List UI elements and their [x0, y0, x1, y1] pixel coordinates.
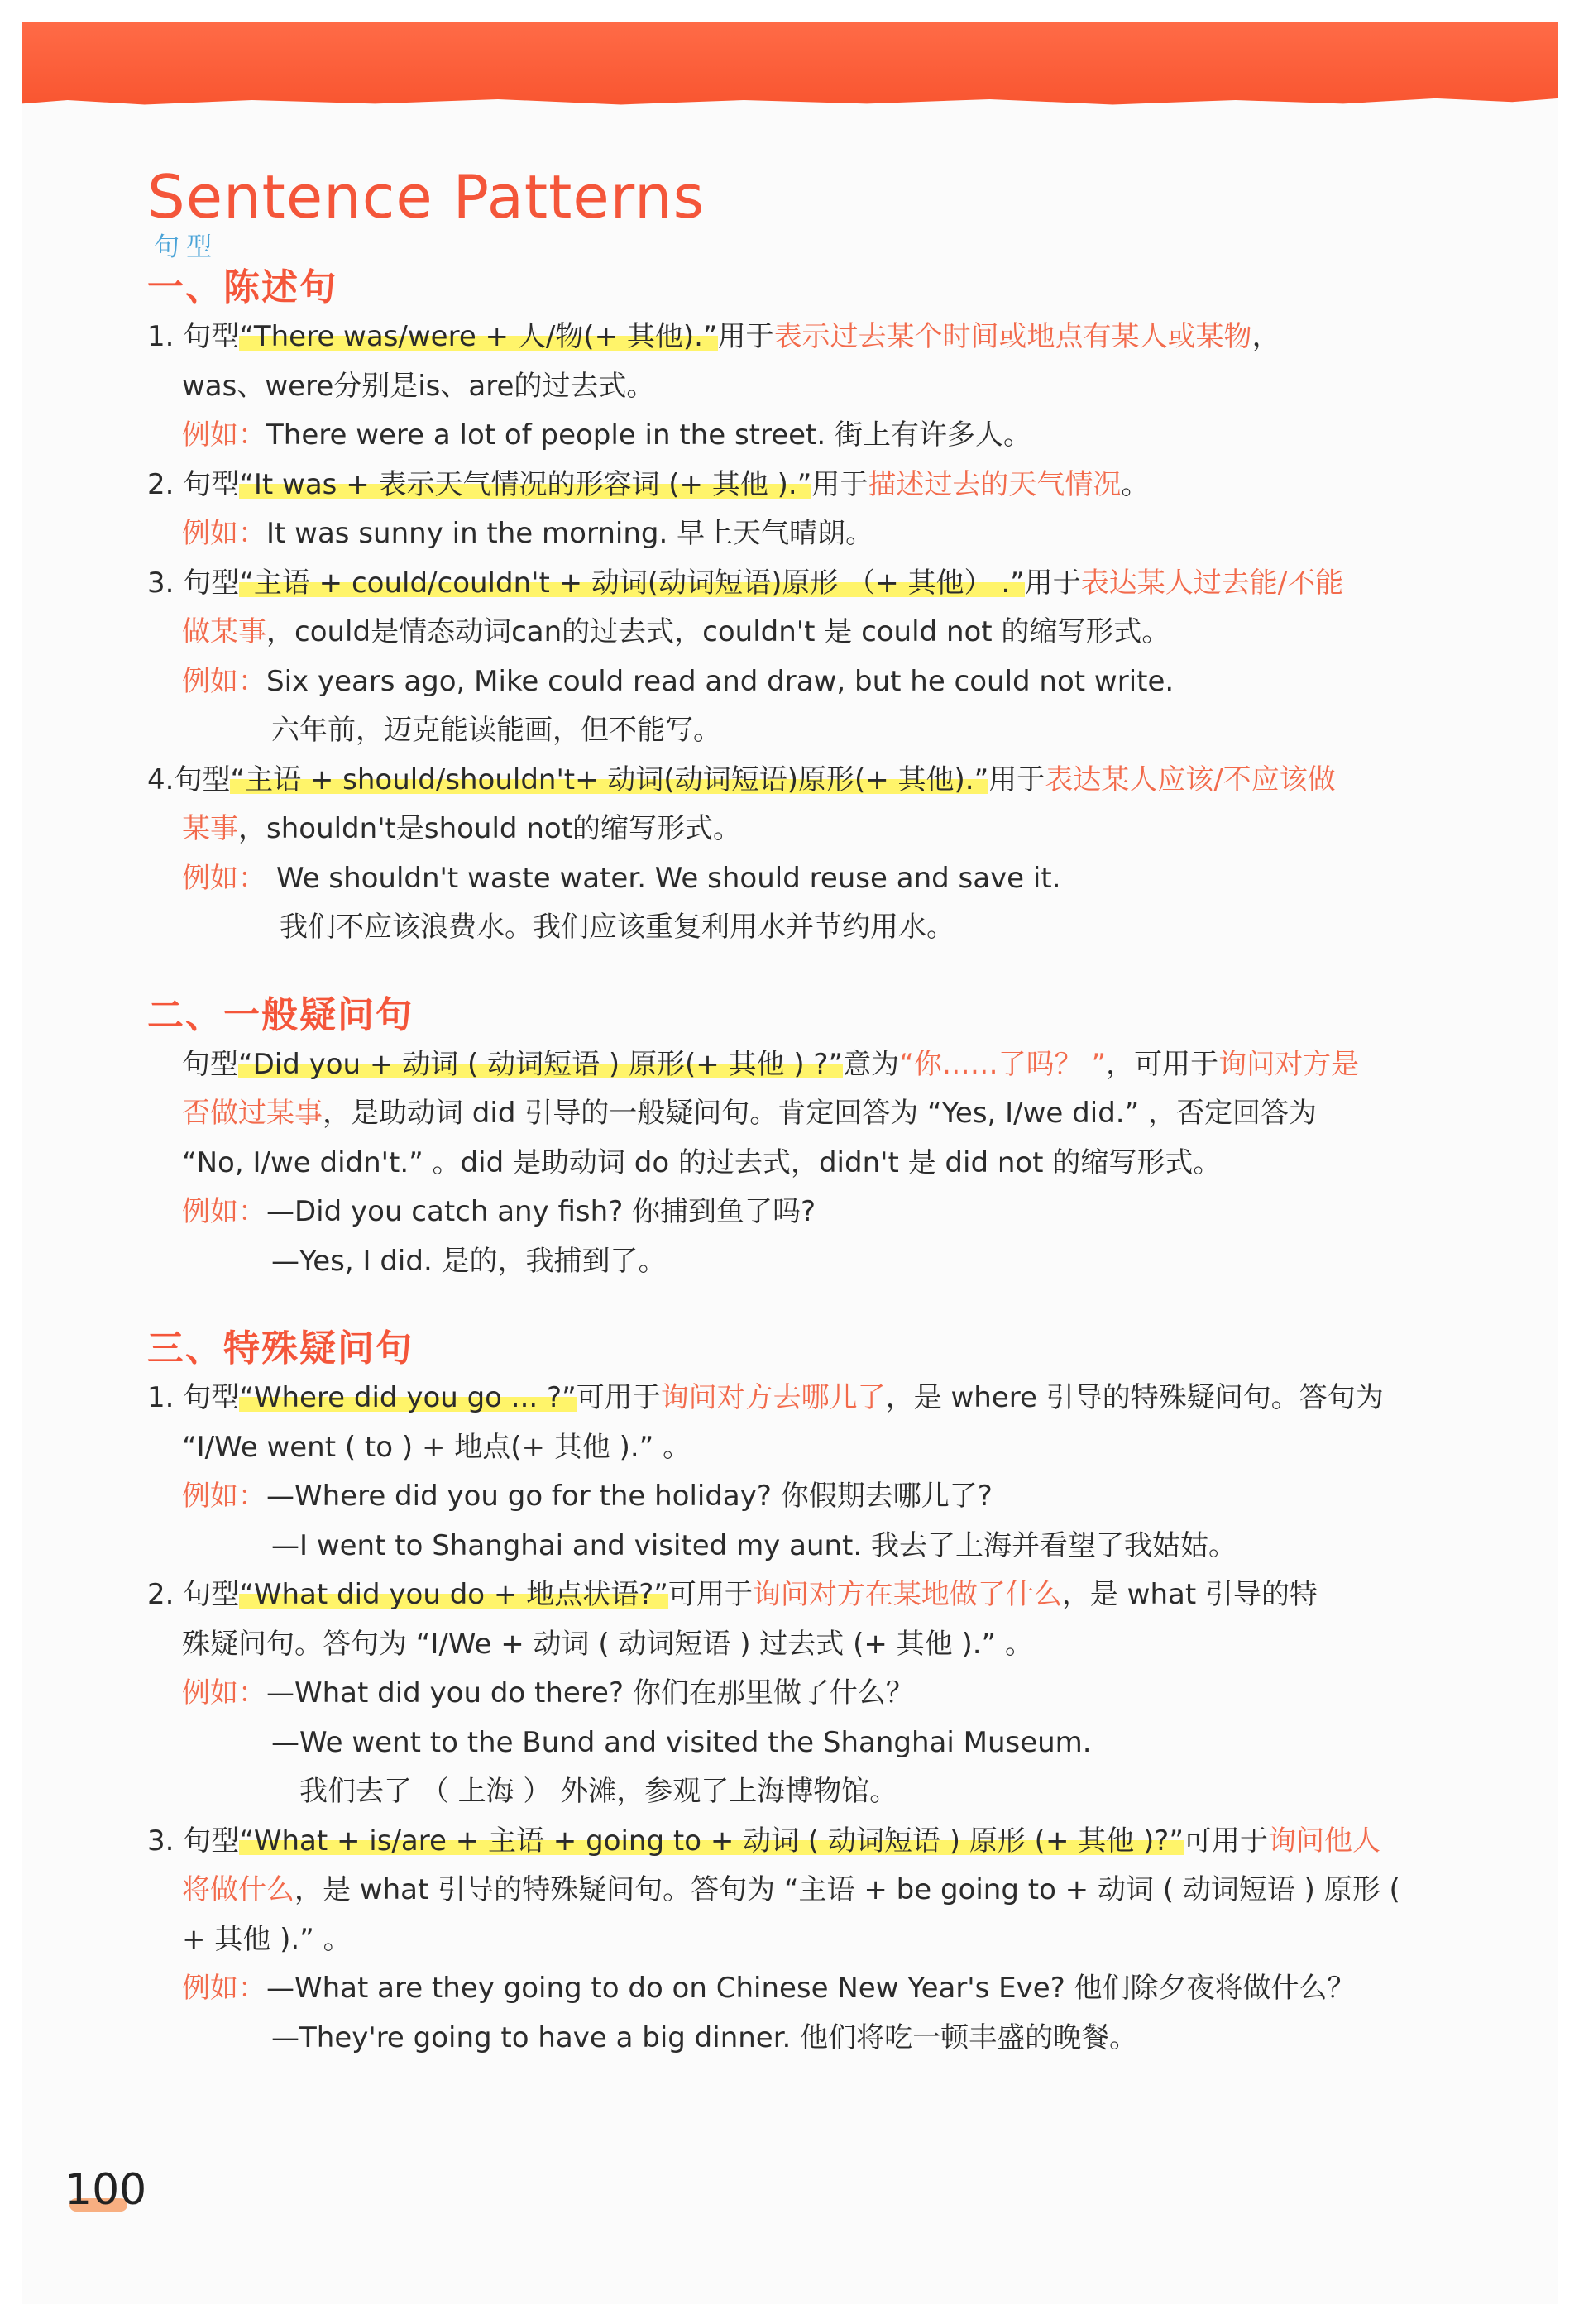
- rule-1-line: 1. 句型“There was/were + 人/物(+ 其他).”用于表示过去某个时间或地点有某人或某物，: [147, 320, 1280, 353]
- section-heading-declarative: 一、陈述句: [147, 266, 337, 308]
- wh-rule-2-example-2: —We went to the Bund and visited the Shanghai Museum.: [271, 1725, 1092, 1759]
- rule-3-cont: 做某事，could是情态动词can的过去式，couldn't 是 could not 的缩写形式。: [182, 615, 1170, 648]
- wh-rule-3-cont-2: + 其他 ).” 。: [182, 1922, 352, 1956]
- example-label: 例如：: [182, 418, 266, 452]
- rule-4-pattern: “主语 + should/shouldn't+ 动词(动词短语)原形(+ 其他).”: [230, 763, 989, 796]
- example-label: 例如：: [182, 1195, 266, 1228]
- general-question-cont-1: 否做过某事，是助动词 did 引导的一般疑问句。肯定回答为 “Yes, I/we did.” ，否定回答为: [182, 1097, 1318, 1130]
- example-label: 例如：: [182, 1972, 266, 2005]
- wh-rule-3-pattern: “What + is/are + 主语 + going to + 动词 ( 动词短语 ) 原形 (+ 其他 )?”: [239, 1824, 1184, 1858]
- wh-rule-2-line: 2. 句型“What did you do + 地点状语?”可用于询问对方在某地做了什么，是 what 引导的特: [147, 1578, 1318, 1611]
- rule-4-cont: 某事，shouldn't是should not的缩写形式。: [182, 812, 741, 845]
- wh-rule-1-pattern: “Where did you go ... ?”: [239, 1381, 577, 1414]
- general-question-example-1: 例如：—Did you catch any fish? 你捕到鱼了吗?: [182, 1195, 816, 1228]
- rule-3-pattern: “主语 + could/couldn't + 动词(动词短语)原形 （+ 其他） .”: [239, 566, 1025, 600]
- content: [147, 162, 1438, 2063]
- wh-rule-2-example-translation: 我们去了 （ 上海 ） 外滩，参观了上海博物馆。: [299, 1775, 898, 1808]
- rule-2-example: 例如：It was sunny in the morning. 早上天气晴朗。: [182, 517, 874, 550]
- wh-rule-3-line: 3. 句型“What + is/are + 主语 + going to + 动词 ( 动词短语 ) 原形 (+ 其他 )?”可用于询问他人: [147, 1824, 1380, 1858]
- wh-rule-1-example-2: —I went to Shanghai and visited my aunt. 我去了上海并看望了我姑姑。: [271, 1528, 1237, 1562]
- rule-1-example: 例如：There were a lot of people in the street. 街上有许多人。: [182, 418, 1032, 452]
- general-question-line: 句型“Did you + 动词 ( 动词短语 ) 原形(+ 其他 ) ?”意为“你……了吗？ ”，可用于询问对方是: [182, 1047, 1360, 1081]
- example-label: 例如：: [182, 1480, 266, 1513]
- example-label: 例如：: [182, 517, 266, 550]
- page-subtitle: 句型: [154, 232, 218, 262]
- top-decorative-band: [22, 22, 1558, 111]
- example-label: 例如：: [182, 1676, 266, 1710]
- wh-rule-3-example-2: —They're going to have a big dinner. 他们将吃一顿丰盛的晚餐。: [271, 2020, 1138, 2054]
- rule-4-line: 4.句型“主语 + should/shouldn't+ 动词(动词短语)原形(+ 其他).”用于表达某人应该/不应该做: [147, 763, 1336, 796]
- rule-3-line: 3. 句型“主语 + could/couldn't + 动词(动词短语)原形 （+ 其他） .”用于表达某人过去能/不能: [147, 566, 1344, 600]
- wh-rule-1-line: 1. 句型“Where did you go ... ?”可用于询问对方去哪儿了，是 where 引导的特殊疑问句。答句为: [147, 1381, 1384, 1414]
- rule-1-use: 表示过去某个时间或地点有某人或某物: [773, 320, 1252, 353]
- wh-rule-1-cont: “I/We went ( to ) + 地点(+ 其他 ).” 。: [182, 1430, 691, 1464]
- wh-rule-2-pattern: “What did you do + 地点状语?”: [239, 1578, 668, 1611]
- rule-1-cont: was、were分别是is、are的过去式。: [182, 369, 655, 403]
- general-question-cont-2: “No, I/we didn't.” 。did 是助动词 do 的过去式，didn't 是 did not 的缩写形式。: [182, 1145, 1222, 1179]
- rule-3-example-translation: 六年前，迈克能读能画，但不能写。: [271, 714, 721, 747]
- wh-rule-3-example-1: 例如：—What are they going to do on Chinese New Year's Eve? 他们除夕夜将做什么？: [182, 1972, 1356, 2005]
- wh-rule-1-example-1: 例如：—Where did you go for the holiday? 你假期去哪儿了?: [182, 1480, 993, 1513]
- section-heading-wh-question: 三、特殊疑问句: [147, 1327, 414, 1370]
- rule-2-use: 描述过去的天气情况: [868, 467, 1122, 501]
- rule-2-line: 2. 句型“It was + 表示天气情况的形容词 (+ 其他 ).”用于描述过去的天气情况。: [147, 467, 1150, 501]
- rule-4-use: 表达某人应该/不应该做: [1045, 763, 1336, 796]
- wh-rule-2-cont: 殊疑问句。答句为 “I/We + 动词 ( 动词短语 ) 过去式 (+ 其他 ).” 。: [182, 1627, 1033, 1661]
- rule-2-pattern: “It was + 表示天气情况的形容词 (+ 其他 ).”: [239, 467, 812, 501]
- rule-4-example: 例如： We shouldn't waste water. We should reuse and save it.: [182, 861, 1061, 895]
- page-title: Sentence Patterns: [147, 162, 706, 232]
- rule-4-example-translation: 我们不应该浪费水。我们应该重复利用水并节约用水。: [280, 911, 955, 944]
- wh-rule-2-example-1: 例如：—What did you do there? 你们在那里做了什么？: [182, 1676, 914, 1710]
- page-number: 100: [65, 2165, 147, 2215]
- rule-3-example: 例如：Six years ago, Mike could read and draw, but he could not write.: [182, 664, 1175, 698]
- example-label: 例如：: [182, 664, 266, 698]
- section-heading-yes-no-question: 二、一般疑问句: [147, 993, 414, 1036]
- rule-1-pattern: “There was/were + 人/物(+ 其他).”: [239, 320, 718, 353]
- example-label: 例如：: [182, 861, 266, 895]
- rule-3-use: 表达某人过去能/不能: [1080, 566, 1344, 600]
- general-question-example-2: —Yes, I did. 是的，我捕到了。: [271, 1244, 667, 1278]
- wh-rule-3-cont-1: 将做什么，是 what 引导的特殊疑问句。答句为 “主语 + be going to + 动词 ( 动词短语 ) 原形 (: [182, 1873, 1400, 1906]
- general-question-pattern: “Did you + 动词 ( 动词短语 ) 原形(+ 其他 ) ?”: [238, 1047, 844, 1081]
